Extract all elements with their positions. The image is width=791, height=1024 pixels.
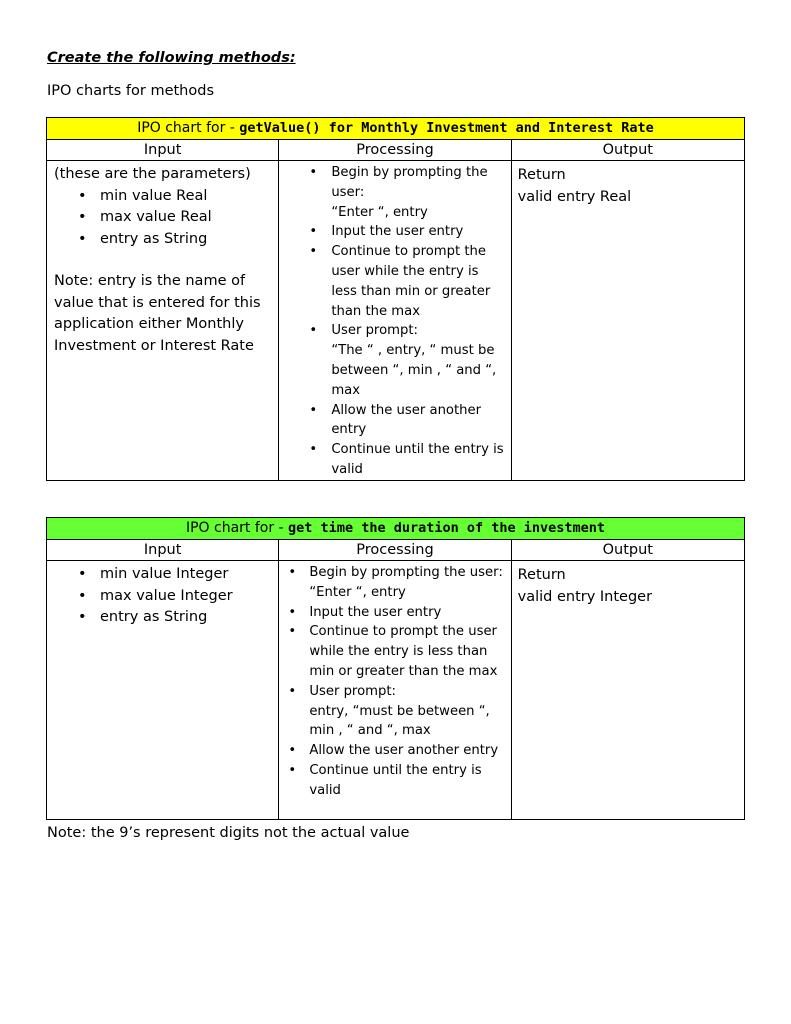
page-heading: Create the following methods: bbox=[47, 50, 296, 66]
input-intro: (these are the parameters) bbox=[54, 166, 251, 182]
list-item: • Allow the user another entry bbox=[279, 741, 510, 761]
input-header: Input bbox=[47, 140, 279, 161]
input-note: Note: entry is the name of value that is entered for this application either Monthly Investment or Interest Rate bbox=[54, 273, 261, 354]
list-item: • max value Real bbox=[54, 207, 278, 229]
output-cell bbox=[511, 561, 744, 820]
ipo-chart-get-time bbox=[46, 517, 745, 820]
step-text: “The “ , entry, “ must be between “, min , “ and “, max bbox=[331, 343, 497, 398]
list-item: • Allow the user another entry bbox=[279, 401, 510, 441]
input-list bbox=[54, 186, 278, 251]
list-item: • Continue to prompt the user while the entry is less than min or greater than the max bbox=[279, 622, 510, 681]
input-cell bbox=[47, 561, 279, 820]
processing-header: Processing bbox=[279, 540, 511, 561]
output-return: Return bbox=[517, 167, 566, 183]
input-cell bbox=[47, 161, 279, 481]
step-text: “Enter “, entry bbox=[309, 584, 406, 600]
list-item: • Continue until the entry is valid bbox=[279, 761, 510, 801]
processing-cell bbox=[279, 561, 511, 820]
processing-list bbox=[279, 163, 510, 480]
output-header: Output bbox=[511, 140, 744, 161]
ipo-chart-get-value bbox=[46, 117, 745, 481]
list-item: • entry as String bbox=[54, 229, 278, 251]
list-item: • entry as String bbox=[54, 607, 278, 629]
step-text: Begin by prompting the user: bbox=[331, 165, 488, 200]
list-item: • Input the user entry bbox=[279, 222, 510, 242]
processing-header: Processing bbox=[279, 140, 511, 161]
list-item: • Continue to prompt the user while the entry is less than min or greater than the max bbox=[279, 242, 510, 321]
chart-title bbox=[47, 518, 745, 540]
chart-title-method: get time the duration of the investment bbox=[288, 520, 606, 536]
output-cell bbox=[511, 161, 744, 481]
step-text: entry, “must be between “, min , “ and “, max bbox=[309, 703, 490, 739]
list-item: • Input the user entry bbox=[279, 603, 510, 623]
output-value: valid entry Integer bbox=[517, 589, 653, 605]
list-item bbox=[279, 563, 510, 603]
page-subheading: IPO charts for methods bbox=[47, 83, 214, 99]
step-text: User prompt: bbox=[309, 683, 396, 699]
processing-list bbox=[279, 563, 510, 801]
chart-title-prefix: IPO chart for - bbox=[185, 520, 289, 536]
input-header: Input bbox=[47, 540, 279, 561]
chart-title-prefix: IPO chart for - bbox=[137, 120, 240, 136]
list-item bbox=[279, 682, 510, 741]
list-item bbox=[279, 163, 510, 222]
list-item: • min value Integer bbox=[54, 564, 278, 586]
list-item: • max value Integer bbox=[54, 586, 278, 608]
chart-title-method: getValue() for Monthly Investment and Interest Rate bbox=[239, 120, 654, 136]
output-return: Return bbox=[517, 567, 566, 583]
processing-cell bbox=[279, 161, 511, 481]
step-text: “Enter “, entry bbox=[331, 204, 428, 220]
list-item: • min value Real bbox=[54, 186, 278, 208]
input-list bbox=[54, 564, 278, 629]
footnote: Note: the 9’s represent digits not the actual value bbox=[47, 825, 410, 841]
step-text: Begin by prompting the user: bbox=[309, 565, 503, 580]
output-header: Output bbox=[511, 540, 744, 561]
step-text: User prompt: bbox=[331, 323, 418, 339]
list-item bbox=[279, 321, 510, 400]
output-value: valid entry Real bbox=[517, 189, 632, 205]
chart-title bbox=[47, 118, 745, 140]
list-item: • Continue until the entry is valid bbox=[279, 440, 510, 480]
